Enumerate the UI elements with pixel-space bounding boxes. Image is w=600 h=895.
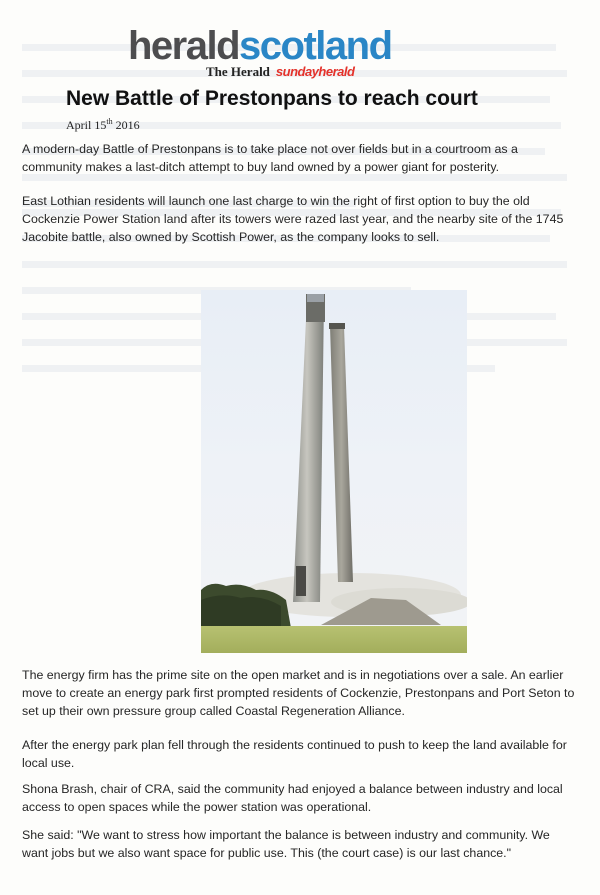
article-paragraph: East Lothian residents will launch one last charge to win the right of first option to buy the old Cockenzie Power Station land after its towers were razed last year, and the nearby site of the 1745 Jacobite battle, also owned by Scottish Power, as the company looks to sell. bbox=[22, 194, 564, 244]
logo-scotland-text: scotland bbox=[239, 24, 392, 68]
article-paragraph: Shona Brash, chair of CRA, said the community had enjoyed a balance between industry and local access to open spaces while the power station was operational. bbox=[22, 782, 563, 814]
logo-herald-text: herald bbox=[128, 24, 240, 68]
power-station-chimneys-photo bbox=[201, 290, 467, 653]
article-paragraph: A modern-day Battle of Prestonpans is to take place not over fields but in a courtroom as a community makes a last-ditch attempt to buy land owned by a power giant for posterity. bbox=[22, 142, 518, 174]
article-paragraph: The energy firm has the prime site on the open market and is in negotiations over a sale. An earlier move to create an energy park first prompted residents of Cockenzie, Prestonpans and Port Seton to set up their own pressure group called Coastal Regeneration Alliance. bbox=[22, 668, 575, 718]
article-date bbox=[66, 115, 140, 132]
article-headline: New Battle of Prestonpans to reach court bbox=[66, 87, 478, 110]
chimneys-illustration bbox=[201, 290, 467, 653]
date-year: 2016 bbox=[112, 118, 140, 132]
article-paragraph: She said: "We want to stress how important the balance is between industry and community. We want jobs but we also want space for public use. This (the court case) is our last chance." bbox=[22, 828, 550, 860]
sunday-herald-wordmark: sundayherald bbox=[275, 64, 355, 79]
the-herald-wordmark: The Herald bbox=[206, 64, 270, 79]
heraldscotland-logo bbox=[128, 24, 428, 84]
logo-subtitle bbox=[206, 64, 354, 80]
date-day: April 15 bbox=[66, 118, 107, 132]
article-paragraph: After the energy park plan fell through the residents continued to push to keep the land available for local use. bbox=[22, 738, 567, 770]
date-ordinal: th bbox=[106, 117, 113, 126]
